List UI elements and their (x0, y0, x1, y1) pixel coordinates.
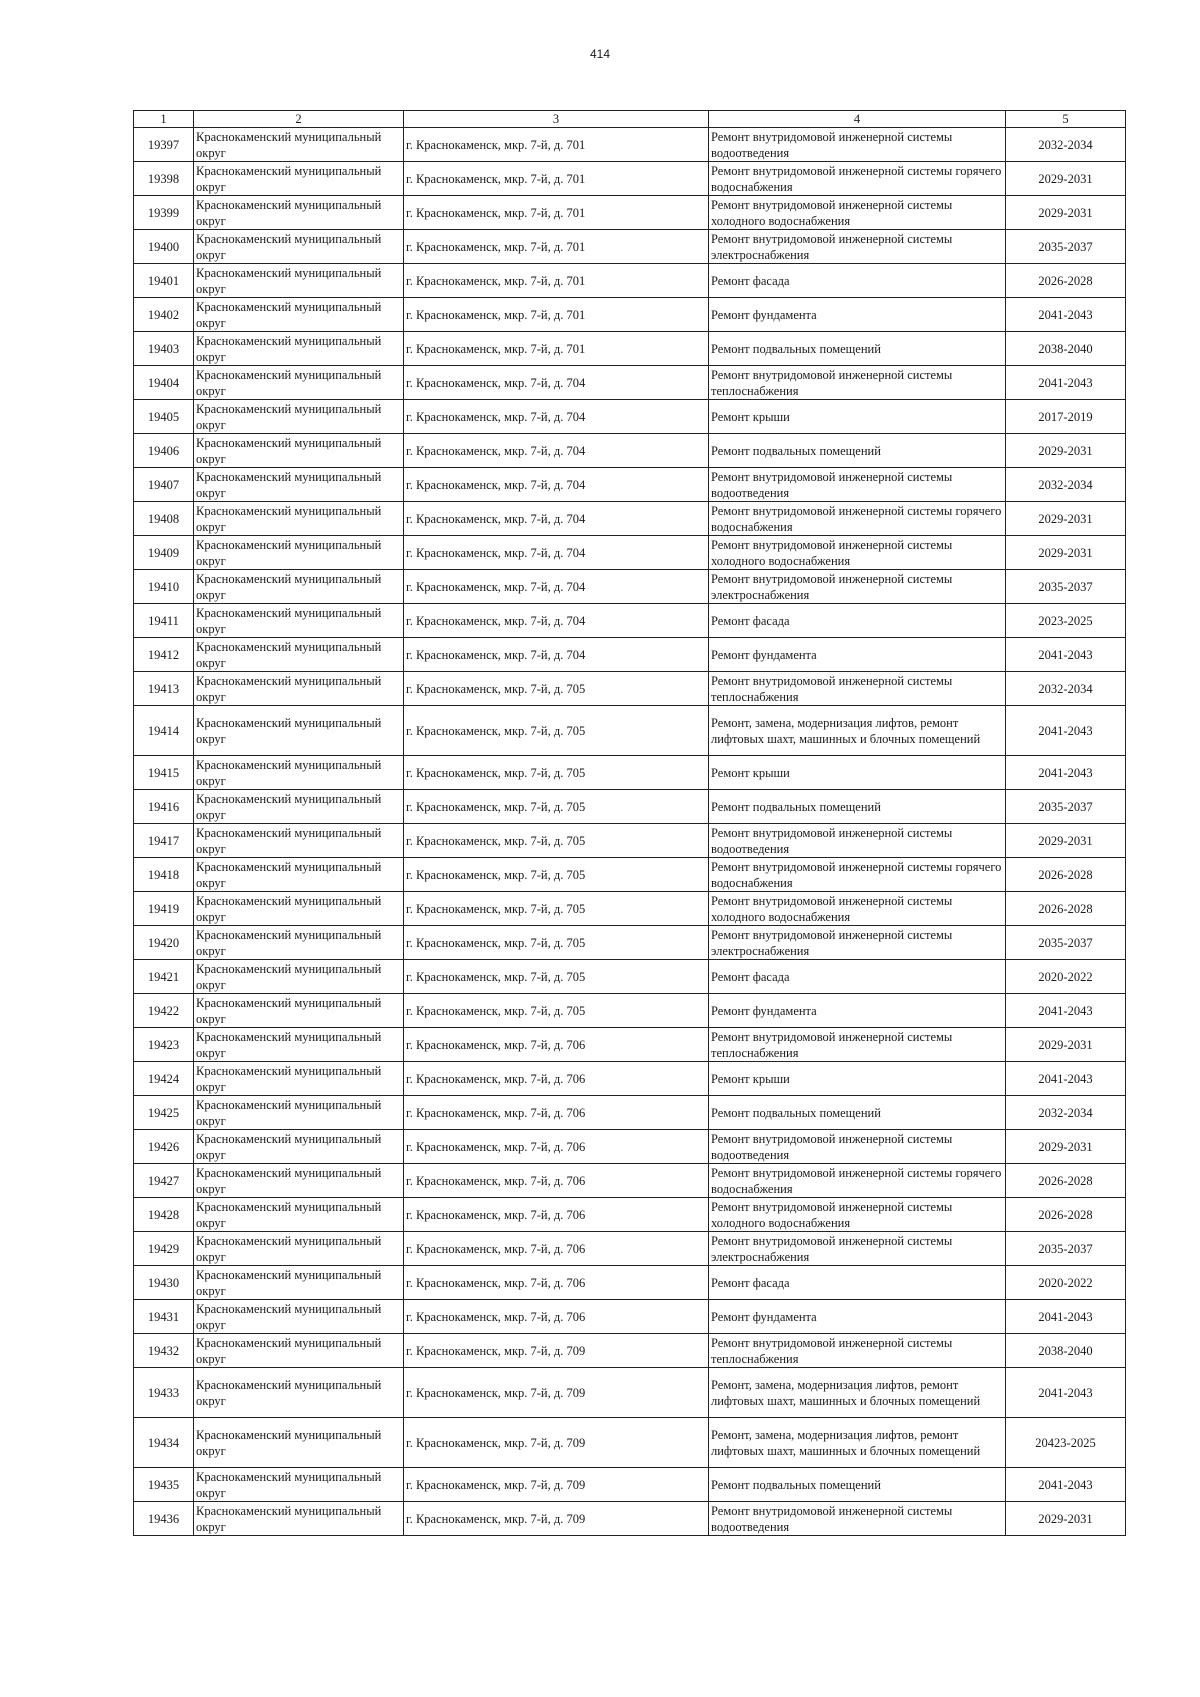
period-cell: 2041-2043 (1006, 1468, 1126, 1502)
row-number: 19436 (134, 1502, 194, 1536)
address-cell: г. Краснокаменск, мкр. 7-й, д. 705 (404, 892, 709, 926)
row-number: 19401 (134, 264, 194, 298)
work-type-cell: Ремонт внутридомовой инженерной системы горячего водоснабжения (709, 162, 1006, 196)
column-header-2: 2 (194, 111, 404, 128)
district-cell: Краснокаменский муниципальный округ (194, 264, 404, 298)
table-row (134, 1062, 1126, 1096)
table-row (134, 434, 1126, 468)
row-number: 19405 (134, 400, 194, 434)
work-type-cell: Ремонт внутридомовой инженерной системы горячего водоснабжения (709, 502, 1006, 536)
district-cell: Краснокаменский муниципальный округ (194, 434, 404, 468)
row-number: 19422 (134, 994, 194, 1028)
district-cell: Краснокаменский муниципальный округ (194, 1468, 404, 1502)
period-cell: 2026-2028 (1006, 1198, 1126, 1232)
period-cell: 2041-2043 (1006, 706, 1126, 756)
district-cell: Краснокаменский муниципальный округ (194, 502, 404, 536)
table-row (134, 1468, 1126, 1502)
row-number: 19429 (134, 1232, 194, 1266)
row-number: 19431 (134, 1300, 194, 1334)
period-cell: 2035-2037 (1006, 790, 1126, 824)
work-type-cell: Ремонт подвальных помещений (709, 790, 1006, 824)
table-row (134, 858, 1126, 892)
column-number-row (134, 111, 1126, 128)
row-number: 19432 (134, 1334, 194, 1368)
work-type-cell: Ремонт фундамента (709, 994, 1006, 1028)
repair-schedule-table (133, 110, 1126, 1536)
table-row (134, 1418, 1126, 1468)
district-cell: Краснокаменский муниципальный округ (194, 1232, 404, 1266)
address-cell: г. Краснокаменск, мкр. 7-й, д. 709 (404, 1502, 709, 1536)
district-cell: Краснокаменский муниципальный округ (194, 960, 404, 994)
address-cell: г. Краснокаменск, мкр. 7-й, д. 704 (404, 604, 709, 638)
district-cell: Краснокаменский муниципальный округ (194, 638, 404, 672)
address-cell: г. Краснокаменск, мкр. 7-й, д. 705 (404, 706, 709, 756)
row-number: 19425 (134, 1096, 194, 1130)
address-cell: г. Краснокаменск, мкр. 7-й, д. 706 (404, 1164, 709, 1198)
period-cell: 2017-2019 (1006, 400, 1126, 434)
address-cell: г. Краснокаменск, мкр. 7-й, д. 706 (404, 1096, 709, 1130)
table-row (134, 706, 1126, 756)
work-type-cell: Ремонт подвальных помещений (709, 434, 1006, 468)
table-row (134, 1232, 1126, 1266)
table-row (134, 1130, 1126, 1164)
row-number: 19398 (134, 162, 194, 196)
row-number: 19411 (134, 604, 194, 638)
table-row (134, 892, 1126, 926)
district-cell: Краснокаменский муниципальный округ (194, 824, 404, 858)
period-cell: 2029-2031 (1006, 434, 1126, 468)
district-cell: Краснокаменский муниципальный округ (194, 1266, 404, 1300)
row-number: 19435 (134, 1468, 194, 1502)
address-cell: г. Краснокаменск, мкр. 7-й, д. 705 (404, 858, 709, 892)
row-number: 19413 (134, 672, 194, 706)
address-cell: г. Краснокаменск, мкр. 7-й, д. 705 (404, 994, 709, 1028)
district-cell: Краснокаменский муниципальный округ (194, 756, 404, 790)
district-cell: Краснокаменский муниципальный округ (194, 790, 404, 824)
work-type-cell: Ремонт подвальных помещений (709, 1096, 1006, 1130)
work-type-cell: Ремонт фасада (709, 960, 1006, 994)
period-cell: 2026-2028 (1006, 1164, 1126, 1198)
period-cell: 2026-2028 (1006, 264, 1126, 298)
address-cell: г. Краснокаменск, мкр. 7-й, д. 706 (404, 1130, 709, 1164)
district-cell: Краснокаменский муниципальный округ (194, 230, 404, 264)
work-type-cell: Ремонт внутридомовой инженерной системы электроснабжения (709, 1232, 1006, 1266)
work-type-cell: Ремонт внутридомовой инженерной системы холодного водоснабжения (709, 536, 1006, 570)
row-number: 19427 (134, 1164, 194, 1198)
row-number: 19421 (134, 960, 194, 994)
district-cell: Краснокаменский муниципальный округ (194, 196, 404, 230)
district-cell: Краснокаменский муниципальный округ (194, 604, 404, 638)
district-cell: Краснокаменский муниципальный округ (194, 1062, 404, 1096)
table-row (134, 1266, 1126, 1300)
period-cell: 2032-2034 (1006, 128, 1126, 162)
table-row (134, 128, 1126, 162)
work-type-cell: Ремонт подвальных помещений (709, 1468, 1006, 1502)
address-cell: г. Краснокаменск, мкр. 7-й, д. 709 (404, 1368, 709, 1418)
table-body (134, 128, 1126, 1536)
district-cell: Краснокаменский муниципальный округ (194, 1028, 404, 1062)
row-number: 19423 (134, 1028, 194, 1062)
period-cell: 2023-2025 (1006, 604, 1126, 638)
row-number: 19415 (134, 756, 194, 790)
work-type-cell: Ремонт фасада (709, 604, 1006, 638)
row-number: 19406 (134, 434, 194, 468)
period-cell: 2038-2040 (1006, 1334, 1126, 1368)
work-type-cell: Ремонт внутридомовой инженерной системы электроснабжения (709, 926, 1006, 960)
period-cell: 2029-2031 (1006, 1130, 1126, 1164)
district-cell: Краснокаменский муниципальный округ (194, 298, 404, 332)
period-cell: 2041-2043 (1006, 756, 1126, 790)
address-cell: г. Краснокаменск, мкр. 7-й, д. 704 (404, 400, 709, 434)
row-number: 19400 (134, 230, 194, 264)
table-row (134, 960, 1126, 994)
work-type-cell: Ремонт внутридомовой инженерной системы холодного водоснабжения (709, 1198, 1006, 1232)
district-cell: Краснокаменский муниципальный округ (194, 1198, 404, 1232)
period-cell: 2029-2031 (1006, 824, 1126, 858)
column-header-4: 4 (709, 111, 1006, 128)
period-cell: 2032-2034 (1006, 672, 1126, 706)
address-cell: г. Краснокаменск, мкр. 7-й, д. 706 (404, 1300, 709, 1334)
address-cell: г. Краснокаменск, мкр. 7-й, д. 709 (404, 1468, 709, 1502)
period-cell: 2041-2043 (1006, 638, 1126, 672)
work-type-cell: Ремонт внутридомовой инженерной системы водоотведения (709, 1130, 1006, 1164)
table-row (134, 1334, 1126, 1368)
table-row (134, 468, 1126, 502)
row-number: 19428 (134, 1198, 194, 1232)
table-row (134, 604, 1126, 638)
address-cell: г. Краснокаменск, мкр. 7-й, д. 705 (404, 960, 709, 994)
work-type-cell: Ремонт подвальных помещений (709, 332, 1006, 366)
address-cell: г. Краснокаменск, мкр. 7-й, д. 704 (404, 366, 709, 400)
address-cell: г. Краснокаменск, мкр. 7-й, д. 704 (404, 536, 709, 570)
district-cell: Краснокаменский муниципальный округ (194, 1130, 404, 1164)
column-header-3: 3 (404, 111, 709, 128)
work-type-cell: Ремонт фундамента (709, 298, 1006, 332)
address-cell: г. Краснокаменск, мкр. 7-й, д. 701 (404, 230, 709, 264)
period-cell: 2029-2031 (1006, 196, 1126, 230)
row-number: 19412 (134, 638, 194, 672)
district-cell: Краснокаменский муниципальный округ (194, 400, 404, 434)
table-row (134, 1096, 1126, 1130)
address-cell: г. Краснокаменск, мкр. 7-й, д. 705 (404, 756, 709, 790)
district-cell: Краснокаменский муниципальный округ (194, 1300, 404, 1334)
work-type-cell: Ремонт внутридомовой инженерной системы теплоснабжения (709, 1334, 1006, 1368)
work-type-cell: Ремонт, замена, модернизация лифтов, ремонт лифтовых шахт, машинных и блочных помещений (709, 706, 1006, 756)
row-number: 19408 (134, 502, 194, 536)
row-number: 19397 (134, 128, 194, 162)
table-row (134, 1368, 1126, 1418)
work-type-cell: Ремонт внутридомовой инженерной системы холодного водоснабжения (709, 196, 1006, 230)
table-row (134, 638, 1126, 672)
address-cell: г. Краснокаменск, мкр. 7-й, д. 701 (404, 196, 709, 230)
address-cell: г. Краснокаменск, мкр. 7-й, д. 701 (404, 128, 709, 162)
table-row (134, 502, 1126, 536)
work-type-cell: Ремонт фасада (709, 1266, 1006, 1300)
address-cell: г. Краснокаменск, мкр. 7-й, д. 705 (404, 824, 709, 858)
period-cell: 2032-2034 (1006, 1096, 1126, 1130)
address-cell: г. Краснокаменск, мкр. 7-й, д. 701 (404, 298, 709, 332)
table-row (134, 790, 1126, 824)
period-cell: 2041-2043 (1006, 1368, 1126, 1418)
district-cell: Краснокаменский муниципальный округ (194, 366, 404, 400)
district-cell: Краснокаменский муниципальный округ (194, 570, 404, 604)
table-row (134, 1164, 1126, 1198)
table-row (134, 926, 1126, 960)
period-cell: 2020-2022 (1006, 960, 1126, 994)
table-row (134, 264, 1126, 298)
table-row (134, 162, 1126, 196)
work-type-cell: Ремонт, замена, модернизация лифтов, ремонт лифтовых шахт, машинных и блочных помещений (709, 1418, 1006, 1468)
address-cell: г. Краснокаменск, мкр. 7-й, д. 704 (404, 434, 709, 468)
work-type-cell: Ремонт внутридомовой инженерной системы водоотведения (709, 1502, 1006, 1536)
table-row (134, 230, 1126, 264)
table-row (134, 1502, 1126, 1536)
table-row (134, 570, 1126, 604)
district-cell: Краснокаменский муниципальный округ (194, 332, 404, 366)
district-cell: Краснокаменский муниципальный округ (194, 892, 404, 926)
row-number: 19424 (134, 1062, 194, 1096)
work-type-cell: Ремонт фасада (709, 264, 1006, 298)
work-type-cell: Ремонт внутридомовой инженерной системы горячего водоснабжения (709, 858, 1006, 892)
district-cell: Краснокаменский муниципальный округ (194, 1368, 404, 1418)
row-number: 19409 (134, 536, 194, 570)
work-type-cell: Ремонт внутридомовой инженерной системы холодного водоснабжения (709, 892, 1006, 926)
period-cell: 2041-2043 (1006, 994, 1126, 1028)
table-row (134, 536, 1126, 570)
period-cell: 2026-2028 (1006, 858, 1126, 892)
row-number: 19410 (134, 570, 194, 604)
period-cell: 2041-2043 (1006, 1062, 1126, 1096)
work-type-cell: Ремонт внутридомовой инженерной системы горячего водоснабжения (709, 1164, 1006, 1198)
table-row (134, 400, 1126, 434)
address-cell: г. Краснокаменск, мкр. 7-й, д. 709 (404, 1418, 709, 1468)
address-cell: г. Краснокаменск, мкр. 7-й, д. 706 (404, 1062, 709, 1096)
row-number: 19418 (134, 858, 194, 892)
row-number: 19402 (134, 298, 194, 332)
row-number: 19417 (134, 824, 194, 858)
column-header-1: 1 (134, 111, 194, 128)
period-cell: 2029-2031 (1006, 1028, 1126, 1062)
period-cell: 2032-2034 (1006, 468, 1126, 502)
address-cell: г. Краснокаменск, мкр. 7-й, д. 704 (404, 468, 709, 502)
work-type-cell: Ремонт внутридомовой инженерной системы водоотведения (709, 468, 1006, 502)
period-cell: 2041-2043 (1006, 298, 1126, 332)
row-number: 19419 (134, 892, 194, 926)
row-number: 19403 (134, 332, 194, 366)
address-cell: г. Краснокаменск, мкр. 7-й, д. 705 (404, 672, 709, 706)
district-cell: Краснокаменский муниципальный округ (194, 926, 404, 960)
period-cell: 2035-2037 (1006, 1232, 1126, 1266)
address-cell: г. Краснокаменск, мкр. 7-й, д. 701 (404, 162, 709, 196)
district-cell: Краснокаменский муниципальный округ (194, 994, 404, 1028)
period-cell: 2029-2031 (1006, 162, 1126, 196)
address-cell: г. Краснокаменск, мкр. 7-й, д. 706 (404, 1232, 709, 1266)
table-row (134, 298, 1126, 332)
address-cell: г. Краснокаменск, мкр. 7-й, д. 706 (404, 1266, 709, 1300)
row-number: 19399 (134, 196, 194, 230)
row-number: 19420 (134, 926, 194, 960)
row-number: 19426 (134, 1130, 194, 1164)
row-number: 19416 (134, 790, 194, 824)
work-type-cell: Ремонт крыши (709, 400, 1006, 434)
district-cell: Краснокаменский муниципальный округ (194, 1502, 404, 1536)
address-cell: г. Краснокаменск, мкр. 7-й, д. 701 (404, 332, 709, 366)
row-number: 19430 (134, 1266, 194, 1300)
table-row (134, 994, 1126, 1028)
district-cell: Краснокаменский муниципальный округ (194, 1418, 404, 1468)
table-row (134, 332, 1126, 366)
district-cell: Краснокаменский муниципальный округ (194, 468, 404, 502)
district-cell: Краснокаменский муниципальный округ (194, 1164, 404, 1198)
district-cell: Краснокаменский муниципальный округ (194, 706, 404, 756)
address-cell: г. Краснокаменск, мкр. 7-й, д. 704 (404, 570, 709, 604)
table-row (134, 196, 1126, 230)
period-cell: 2020-2022 (1006, 1266, 1126, 1300)
period-cell: 2029-2031 (1006, 1502, 1126, 1536)
address-cell: г. Краснокаменск, мкр. 7-й, д. 706 (404, 1198, 709, 1232)
district-cell: Краснокаменский муниципальный округ (194, 536, 404, 570)
work-type-cell: Ремонт внутридомовой инженерной системы электроснабжения (709, 570, 1006, 604)
address-cell: г. Краснокаменск, мкр. 7-й, д. 704 (404, 638, 709, 672)
column-header-5: 5 (1006, 111, 1126, 128)
row-number: 19407 (134, 468, 194, 502)
row-number: 19434 (134, 1418, 194, 1468)
period-cell: 2041-2043 (1006, 1300, 1126, 1334)
row-number: 19414 (134, 706, 194, 756)
work-type-cell: Ремонт внутридомовой инженерной системы теплоснабжения (709, 366, 1006, 400)
work-type-cell: Ремонт внутридомовой инженерной системы электроснабжения (709, 230, 1006, 264)
table-row (134, 1198, 1126, 1232)
district-cell: Краснокаменский муниципальный округ (194, 162, 404, 196)
row-number: 19404 (134, 366, 194, 400)
period-cell: 2038-2040 (1006, 332, 1126, 366)
work-type-cell: Ремонт фундамента (709, 638, 1006, 672)
district-cell: Краснокаменский муниципальный округ (194, 1334, 404, 1368)
period-cell: 2029-2031 (1006, 502, 1126, 536)
address-cell: г. Краснокаменск, мкр. 7-й, д. 705 (404, 926, 709, 960)
address-cell: г. Краснокаменск, мкр. 7-й, д. 706 (404, 1028, 709, 1062)
period-cell: 2035-2037 (1006, 230, 1126, 264)
period-cell: 2029-2031 (1006, 536, 1126, 570)
table-row (134, 1028, 1126, 1062)
work-type-cell: Ремонт, замена, модернизация лифтов, ремонт лифтовых шахт, машинных и блочных помещений (709, 1368, 1006, 1418)
address-cell: г. Краснокаменск, мкр. 7-й, д. 709 (404, 1334, 709, 1368)
period-cell: 20423-2025 (1006, 1418, 1126, 1468)
work-type-cell: Ремонт крыши (709, 1062, 1006, 1096)
district-cell: Краснокаменский муниципальный округ (194, 1096, 404, 1130)
work-type-cell: Ремонт внутридомовой инженерной системы теплоснабжения (709, 672, 1006, 706)
district-cell: Краснокаменский муниципальный округ (194, 672, 404, 706)
table-row (134, 672, 1126, 706)
district-cell: Краснокаменский муниципальный округ (194, 128, 404, 162)
work-type-cell: Ремонт фундамента (709, 1300, 1006, 1334)
period-cell: 2041-2043 (1006, 366, 1126, 400)
table-row (134, 1300, 1126, 1334)
work-type-cell: Ремонт внутридомовой инженерной системы водоотведения (709, 824, 1006, 858)
period-cell: 2035-2037 (1006, 926, 1126, 960)
page-number: 414 (589, 47, 611, 61)
table-row (134, 824, 1126, 858)
address-cell: г. Краснокаменск, мкр. 7-й, д. 701 (404, 264, 709, 298)
work-type-cell: Ремонт внутридомовой инженерной системы теплоснабжения (709, 1028, 1006, 1062)
address-cell: г. Краснокаменск, мкр. 7-й, д. 704 (404, 502, 709, 536)
period-cell: 2026-2028 (1006, 892, 1126, 926)
row-number: 19433 (134, 1368, 194, 1418)
work-type-cell: Ремонт крыши (709, 756, 1006, 790)
table-row (134, 756, 1126, 790)
table-row (134, 366, 1126, 400)
work-type-cell: Ремонт внутридомовой инженерной системы водоотведения (709, 128, 1006, 162)
district-cell: Краснокаменский муниципальный округ (194, 858, 404, 892)
period-cell: 2035-2037 (1006, 570, 1126, 604)
address-cell: г. Краснокаменск, мкр. 7-й, д. 705 (404, 790, 709, 824)
